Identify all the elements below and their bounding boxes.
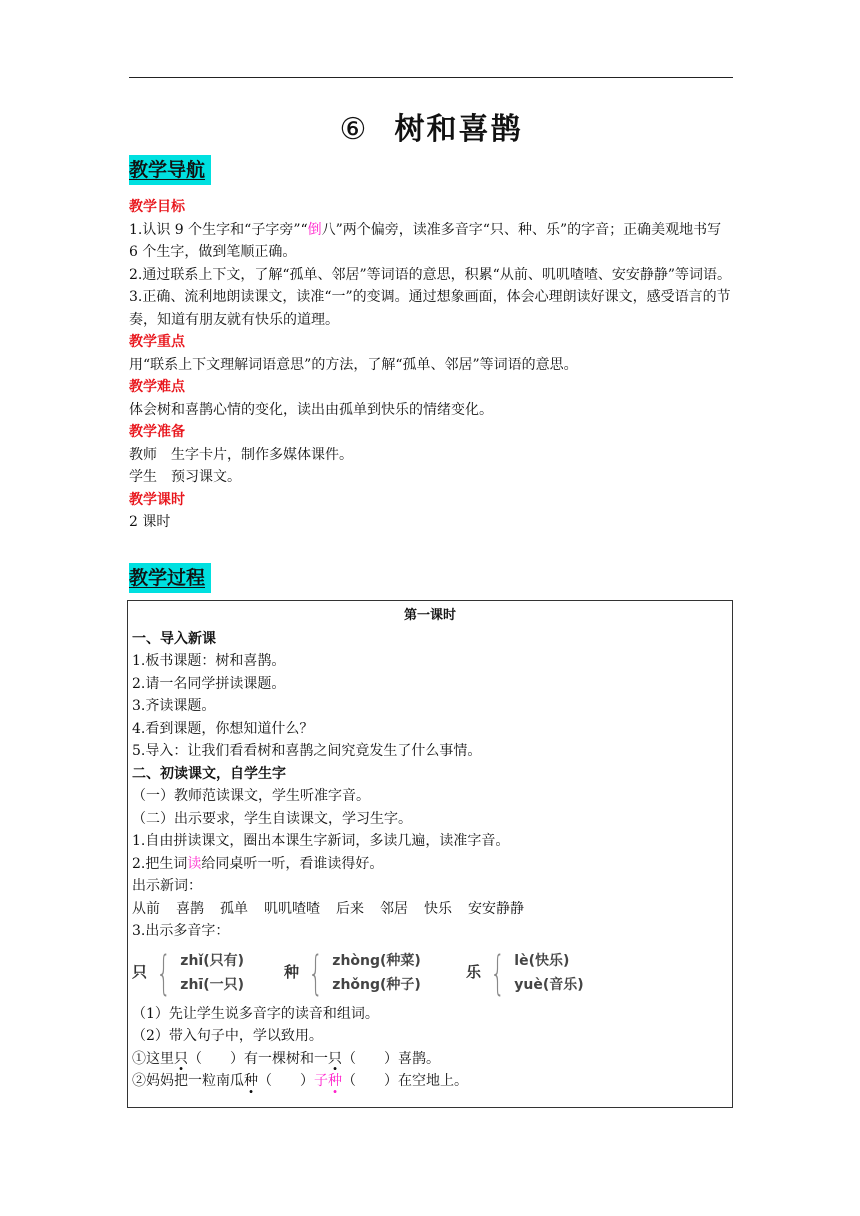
header-rule	[129, 77, 733, 78]
part1-title: 一、导入新课	[132, 630, 216, 647]
teaching-process-banner: 教学过程	[129, 563, 211, 593]
polyphone-group: 种 { zhòng(种菜) zhǒng(种子)	[284, 945, 421, 1000]
lesson-title: 树和喜鹊	[394, 112, 523, 147]
new-word: 快乐	[424, 900, 452, 917]
part1-item: 4.看到课题，你想知道什么？	[132, 720, 314, 737]
new-words-list	[132, 898, 728, 921]
goal-2: 2.通过联系上下文，了解“孤单、邻居”等词语的意思，积累“从前、叽叽喳喳、安安静静”等词语。	[129, 266, 731, 283]
new-word: 后来	[336, 900, 364, 917]
prep-student: 学生 预习课文。	[129, 469, 241, 485]
step-3: 3.出示多音字：	[132, 923, 230, 939]
new-word: 邻居	[380, 900, 408, 917]
lesson-number: ⑥	[339, 112, 369, 147]
step-2: 2.把生词读给同桌听一听，看谁读得好。	[132, 855, 384, 872]
part1-item: 5.导入：让我们看看树和喜鹊之间究竟发生了什么事情。	[132, 743, 482, 759]
teaching-nav-content	[129, 196, 733, 534]
prep-teacher: 教师 生字卡片，制作多媒体课件。	[129, 446, 353, 463]
lesson-box	[127, 600, 733, 1108]
part1-item: 1.板书课题：树和喜鹊。	[132, 653, 286, 669]
goal-3: 3.正确、流利地朗读课文，读准“一”的变调。通过想象画面，体会心理朗读好课文，感受语言的节奏，知道有朋友就有快乐的道理。	[129, 289, 731, 328]
page-title	[129, 104, 733, 148]
step-1: 1.自由拼读课文，圈出本课生字新词，多读几遍，读准字音。	[132, 833, 510, 849]
key-text: 用“联系上下文理解词语意思”的方法，了解“孤单、邻居”等词语的意思。	[129, 356, 578, 373]
new-word: 安安静静	[468, 900, 524, 917]
part1-item: 3.齐读课题。	[132, 698, 216, 714]
sub-step-1: （一）教师范读课文，学生听准字音。	[132, 788, 370, 804]
difficulty-text: 体会树和喜鹊心情的变化，读出由孤单到快乐的情绪变化。	[129, 401, 493, 418]
sub-step-2: （二）出示要求，学生自读课文，学习生字。	[132, 810, 412, 827]
new-word: 喜鹊	[176, 900, 204, 917]
polyphone-group: 乐 { lè(快乐) yuè(音乐)	[466, 945, 584, 1000]
goals-heading: 教学目标	[129, 199, 185, 215]
polyphone-image	[132, 945, 728, 1001]
teaching-nav-banner: 教学导航	[129, 155, 211, 185]
sentence-2: ②妈妈把一粒南瓜种（ ）子种（ ）在空地上。	[132, 1073, 468, 1089]
new-word: 孤单	[220, 900, 248, 917]
lesson-heading: 第一课时	[403, 608, 456, 623]
key-heading: 教学重点	[129, 334, 185, 350]
part1-item: 2.请一名同学拼读课题。	[132, 675, 286, 692]
hours-heading: 教学课时	[129, 491, 185, 508]
polyphone-group: 只 { zhǐ(只有) zhī(一只)	[132, 945, 245, 1000]
prep-heading: 教学准备	[129, 424, 185, 440]
question-2: （2）带入句子中，学以致用。	[132, 1028, 323, 1044]
new-words-label: 出示新词：	[132, 878, 202, 894]
new-word: 叽叽喳喳	[264, 900, 320, 917]
part2-title: 二、初读课文，自学生字	[132, 765, 286, 782]
difficulty-heading: 教学难点	[129, 379, 185, 395]
question-1: （1）先让学生说多音字的读音和组词。	[132, 1005, 379, 1022]
hours-text: 2 课时	[129, 514, 171, 530]
goal-1: 1.认识 9 个生字和“子字旁”“倒八”两个偏旁，读准多音字“只、种、乐”的字音；正确美观地书写 6 个生字，做到笔顺正确。	[129, 221, 722, 260]
sentence-1: ①这里只（ ）有一棵树和一只（ ）喜鹊。	[132, 1050, 440, 1067]
new-word: 从前	[132, 900, 160, 917]
